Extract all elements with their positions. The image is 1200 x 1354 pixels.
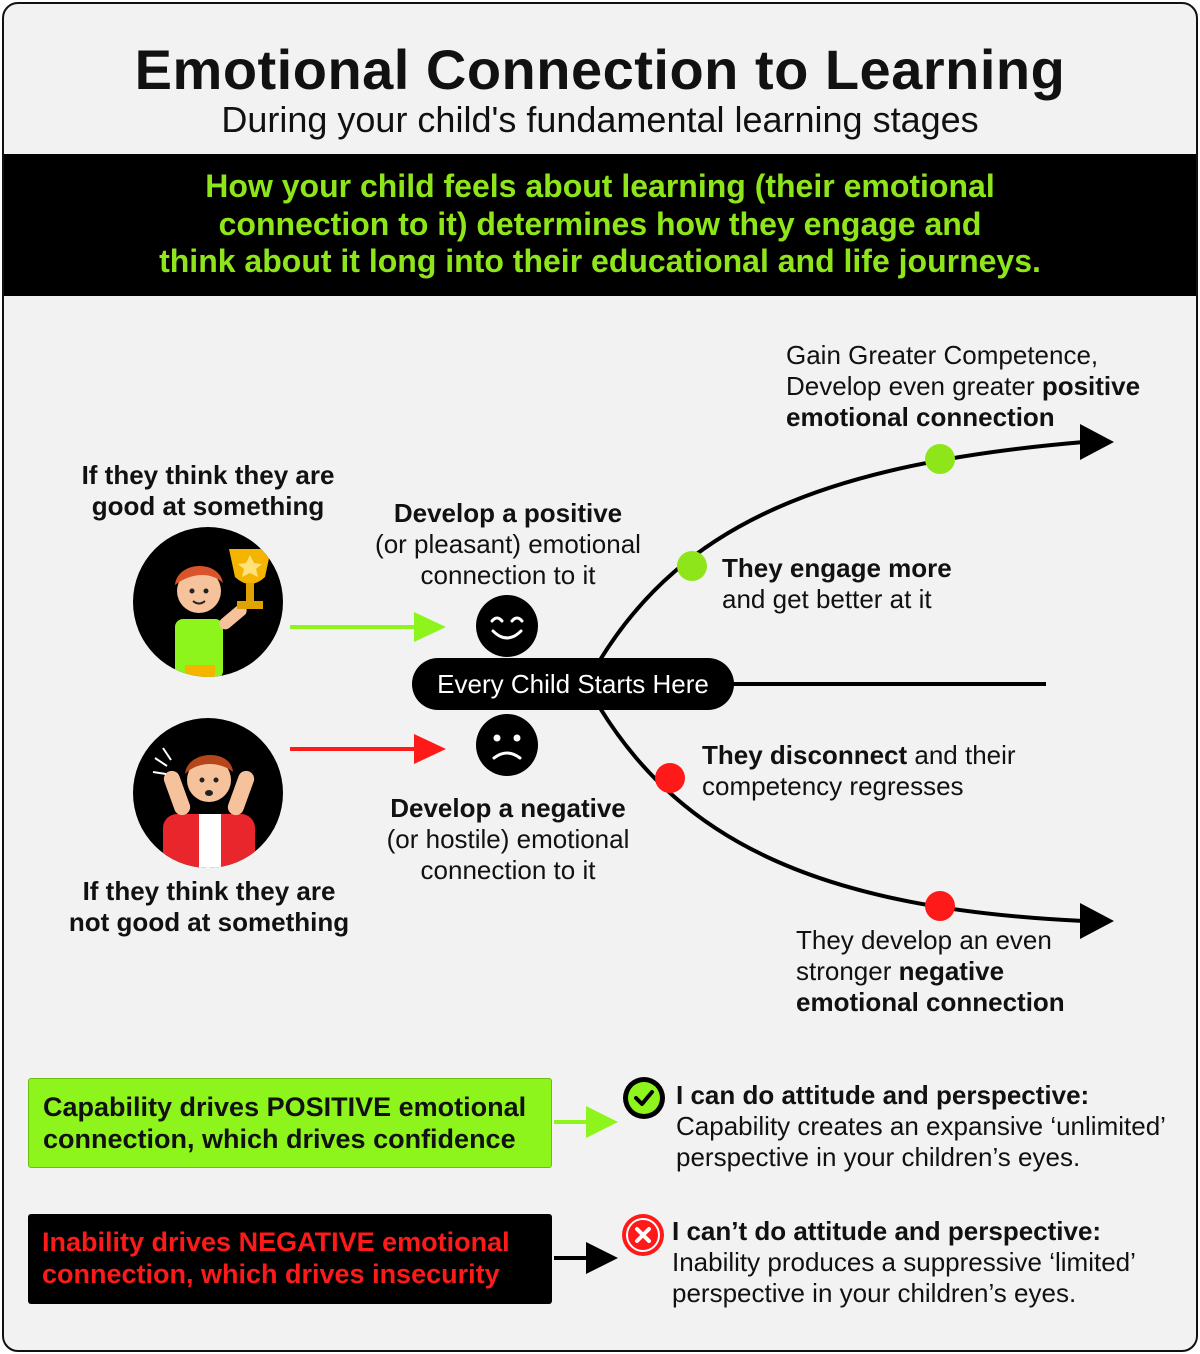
competence-line-2-bold: positive <box>1041 371 1141 401</box>
cant-do-outcome <box>672 1216 1192 1309</box>
page-subtitle: During your child's fundamental learning stages <box>221 99 979 140</box>
negative-connection-line-1: Develop a negative <box>390 793 626 823</box>
competence-line-2 <box>786 371 1186 402</box>
positive-branch-curve <box>600 442 1084 660</box>
cant-do-line-3: perspective in your children’s eyes. <box>672 1278 1077 1308</box>
checkmark-icon <box>623 1077 665 1119</box>
capability-takeaway-box <box>28 1078 552 1168</box>
disconnect-line-2: competency regresses <box>702 771 964 801</box>
competence-line-3: emotional connection <box>786 402 1055 432</box>
negative-connection-line-2: (or hostile) emotional <box>386 824 630 854</box>
negative-connection-line-3: connection to it <box>420 855 596 885</box>
frowning-face-icon <box>476 714 538 776</box>
infographic-frame <box>2 2 1198 1352</box>
positive-connection-line-1: Develop a positive <box>393 498 623 528</box>
stronger-negative-line-2 <box>796 956 1136 987</box>
cross-icon <box>622 1214 664 1256</box>
stronger-negative-dot <box>925 891 955 921</box>
stronger-negative-line-2-plain: stronger <box>796 956 899 986</box>
positive-connection-label <box>348 498 668 591</box>
banner-line-3: think about it long into their educational and life journeys. <box>159 243 1041 279</box>
negative-arrow-head <box>414 734 446 764</box>
disconnect-dot <box>655 763 685 793</box>
good-label-line-1: If they think they are <box>81 460 335 490</box>
smiley-face-icon <box>476 595 538 657</box>
trophy-child-illustration <box>133 527 283 677</box>
engage-more-label <box>722 553 1042 615</box>
competence-line-1: Gain Greater Competence, <box>786 340 1099 370</box>
engage-dot <box>677 551 707 581</box>
positive-connection-line-2: (or pleasant) emotional <box>375 529 641 559</box>
engage-line-1: They engage more <box>722 553 952 583</box>
good-label-line-2: good at something <box>91 491 325 521</box>
bad-label-line-2: not good at something <box>68 907 350 937</box>
capability-arrow-head <box>586 1106 618 1138</box>
stressed-child-illustration <box>133 718 283 868</box>
stronger-negative-line-3: emotional connection <box>796 987 1065 1017</box>
can-do-line-3: perspective in your children’s eyes. <box>676 1142 1081 1172</box>
bad-label-line-1: If they think they are <box>82 876 336 906</box>
stronger-negative-line-1: They develop an even <box>796 925 1052 955</box>
disconnect-label <box>702 740 1082 802</box>
greater-competence-label <box>786 340 1186 433</box>
good-at-something-label <box>58 460 358 522</box>
can-do-heading: I can do attitude and perspective: <box>676 1080 1090 1110</box>
page-title: Emotional Connection to Learning <box>134 38 1066 101</box>
inability-takeaway-box <box>28 1214 552 1304</box>
stronger-negative-line-2-bold: negative <box>898 956 1005 986</box>
can-do-outcome <box>676 1080 1196 1173</box>
capability-line-1: Capability drives POSITIVE emotional <box>43 1092 527 1122</box>
not-good-at-something-label <box>44 876 374 938</box>
inability-line-1: Inability drives NEGATIVE emotional <box>42 1227 510 1257</box>
stronger-negative-label <box>796 925 1136 1018</box>
disconnect-line-1-plain: and their <box>907 740 1016 770</box>
can-do-line-2: Capability creates an expansive ‘unlimited’ <box>676 1111 1166 1141</box>
banner-line-2: connection to it) determines how they engage and <box>218 205 982 242</box>
trophy-child-icon <box>133 527 283 677</box>
banner-line-1: How your child feels about learning (their emotional <box>205 168 995 204</box>
cant-do-heading: I can’t do attitude and perspective: <box>672 1216 1102 1246</box>
negative-connection-label <box>348 793 668 886</box>
capability-line-2: connection, which drives confidence <box>43 1124 516 1154</box>
inability-arrow-head <box>586 1242 618 1274</box>
stressed-child-icon <box>133 718 283 868</box>
competence-line-2-plain: Develop even greater <box>786 371 1042 401</box>
engage-line-2: and get better at it <box>722 584 932 614</box>
every-child-starts-here-pill: Every Child Starts Here <box>412 658 734 710</box>
disconnect-line-1 <box>702 740 1082 771</box>
inability-line-2: connection, which drives insecurity <box>42 1259 500 1289</box>
positive-connection-line-3: connection to it <box>420 560 596 590</box>
disconnect-line-1-bold: They disconnect <box>702 740 908 770</box>
cant-do-line-2: Inability produces a suppressive ‘limited’ <box>672 1247 1136 1277</box>
positive-arrow-head <box>414 612 446 642</box>
competence-dot <box>925 444 955 474</box>
